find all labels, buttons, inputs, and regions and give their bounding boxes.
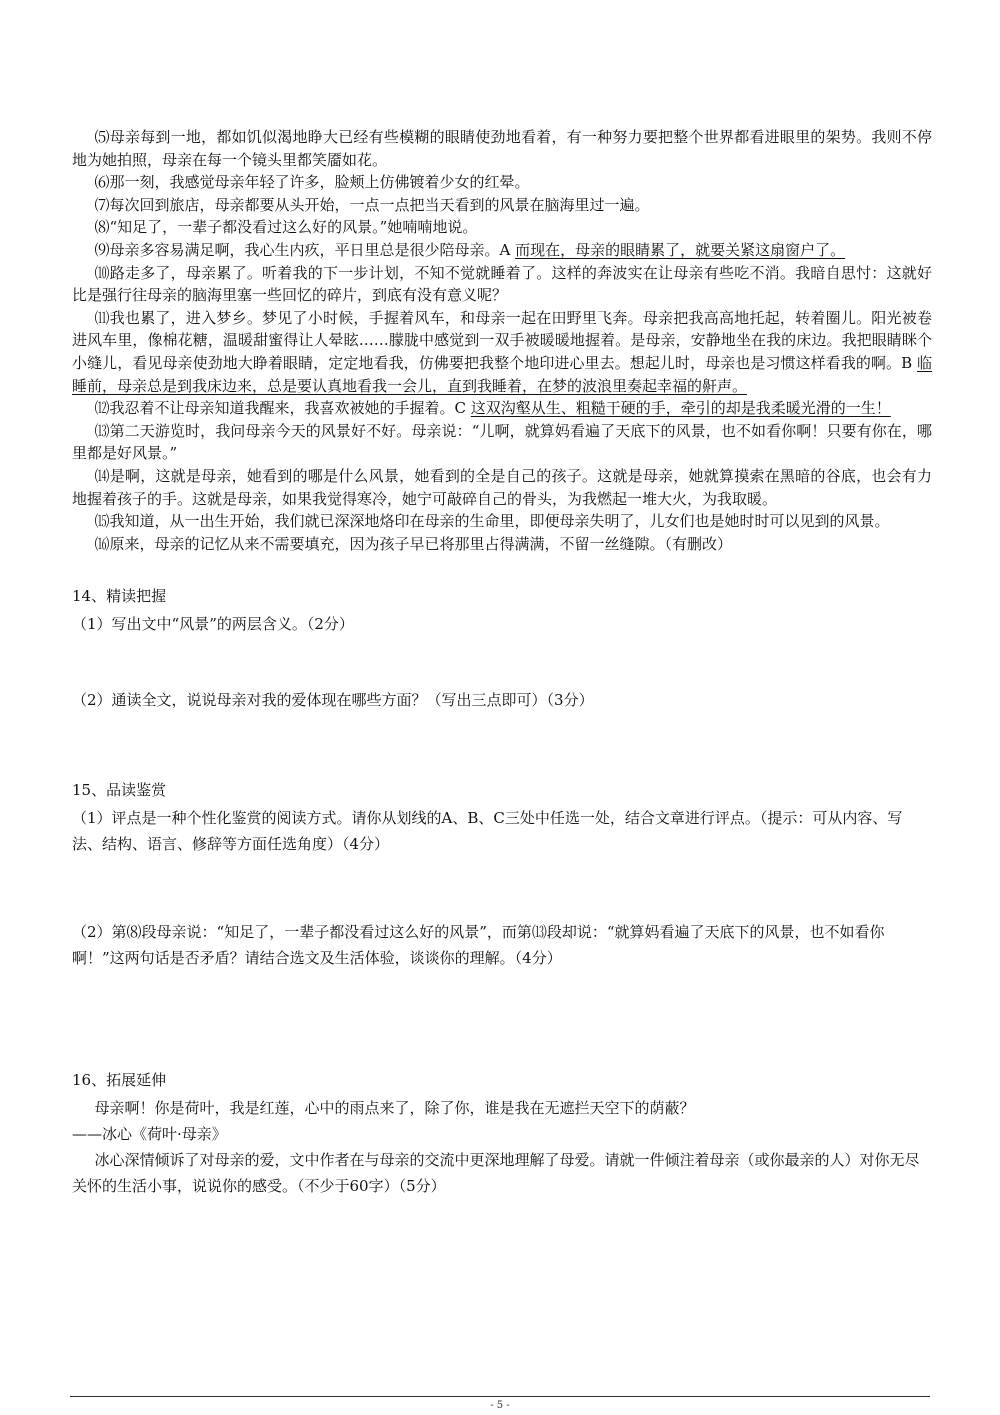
passage-paragraph: [72, 194, 932, 217]
footer-divider: [70, 1396, 930, 1397]
question-16-quote: 母亲啊！你是荷叶，我是红莲，心中的雨点来了，除了你，谁是我在无遮拦天空下的荫蔽？: [94, 1099, 695, 1118]
passage-text: ⒃原来，母亲的记忆从来不需要填充，因为孩子早已将那里占得满满，不留一丝缝隙。（有删改）: [94, 534, 733, 553]
reading-passage: [72, 126, 932, 555]
passage-text: ⑿我忍着不让母亲知道我醒来，我喜欢被她的手握着。C: [94, 399, 471, 418]
passage-paragraph: [72, 216, 932, 239]
question-14: [72, 585, 932, 713]
passage-text: ⑾我也累了，进入梦乡。梦见了小时候，手握着风车，和母亲一起在田野里飞奔。母亲把我高高地托起，转着圈儿。阳光被卷进风车里，像棉花糖，温暖甜蜜得让人晕眩……朦胧中感觉到一双手被暖暖地握着。是母亲，安静地坐在我的床边。我把眼睛眯个小缝儿，看见母亲使劲地大睁着眼睛，定定地看我，仿佛要把我整个地印进心里去。想起儿时，母亲也是习惯这样看我的啊。B: [72, 308, 932, 372]
question-15-item-2: （2）第⑻段母亲说：“知足了，一辈子都没看过这么好的风景”，而第⒀段却说：“就算妈看遍了天底下的风景，也不如看你啊！”这两句话是否矛盾？请结合选文及生活体验，谈谈你的理解。（4分）: [72, 923, 885, 968]
passage-paragraph: [72, 397, 932, 420]
question-15: [72, 779, 932, 971]
passage-text: ⒀第二天游览时，我问母亲今天的风景好不好。母亲说：“儿啊，就算妈看遍了天底下的风景，也不如看你啊！只要有你在，哪里都是好风景。”: [72, 421, 932, 463]
passage-text: ⑻“知足了，一辈子都没看过这么好的风景。”她喃喃地说。: [94, 218, 478, 237]
passage-paragraph: [72, 420, 932, 465]
answer-space: [72, 857, 932, 919]
underlined-sentence: 临睡前，母亲总是到我床边来，总是要认真地看我一会儿，直到我睡着，在梦的波浪里奏起幸福的鼾声。: [72, 353, 932, 395]
passage-paragraph: [72, 126, 932, 171]
question-16-title: 16、拓展延伸: [72, 1071, 167, 1090]
question-14-item-1: （1）写出文中“风景”的两层含义。（2分）: [72, 615, 354, 634]
question-14-item-2: （2）通读全文，说说母亲对我的爱体现在哪些方面？（写出三点即可）（3分）: [72, 691, 594, 710]
passage-text: ⑺每次回到旅店，母亲都要从头开始，一点一点把当天看到的风景在脑海里过一遍。: [94, 195, 650, 214]
passage-paragraph: [72, 533, 932, 556]
question-14-title: 14、精读把握: [72, 587, 167, 606]
question-16-source: ——冰心《荷叶·母亲》: [72, 1125, 227, 1144]
passage-paragraph: [72, 171, 932, 194]
passage-text: ⑼母亲多容易满足啊，我心生内疚，平日里总是很少陪母亲。A: [94, 240, 516, 259]
passage-text: ⑸母亲每到一地，都如饥似渴地睁大已经有些模糊的眼睛使劲地看着，有一种努力要把整个世界都看进眼里的架势。我则不停地为她拍照，母亲在每一个镜头里都笑靥如花。: [72, 128, 932, 169]
passage-paragraph: [72, 307, 932, 397]
passage-text: ⒁是啊，这就是母亲，她看到的哪是什么风景，她看到的全是自己的孩子。这就是母亲，她就算摸索在黑暗的谷底，也会有力地握着孩子的手。这就是母亲，如果我觉得寒冷，她宁可敲碎自己的骨头，为我燃起一堆大火，为我取暖。: [72, 466, 932, 508]
question-15-item-1: （1）评点是一种个性化鉴赏的阅读方式。请你从划线的A、B、C三处中任选一处，结合文章进行评点。（提示：可从内容、写法、结构、语言、修辞等方面任选角度）（4分）: [72, 809, 903, 854]
passage-paragraph: [72, 262, 932, 307]
passage-text: ⑹那一刻，我感觉母亲年轻了许多，脸颊上仿佛镀着少女的红晕。: [94, 173, 530, 192]
passage-paragraph: [72, 239, 932, 262]
passage-paragraph: [72, 465, 932, 510]
passage-text: ⑽路走多了，母亲累了。听着我的下一步计划，不知不觉就睡着了。这样的奔波实在让母亲有些吃不消。我暗自思忖：这就好比是强行往母亲的脑海里塞一些回忆的碎片，到底有没有意义呢？: [72, 263, 932, 305]
underlined-sentence: 而现在，母亲的眼睛累了，就要关紧这扇窗户了。: [515, 240, 846, 259]
question-16-prompt: 冰心深情倾诉了对母亲的爱，文中作者在与母亲的交流中更深地理解了母爱。请就一件倾注着母亲（或你最亲的人）对你无尽关怀的生活小事，说说你的感受。（不少于60字）（5分）: [72, 1151, 920, 1196]
page-number: - 5 -: [490, 1400, 510, 1411]
question-15-title: 15、品读鉴赏: [72, 781, 167, 800]
passage-text: ⒂我知道，从一出生开始，我们就已深深地烙印在母亲的生命里，即便母亲失明了，儿女们也是她时时可以见到的风景。: [94, 512, 890, 531]
question-16: [72, 1069, 932, 1199]
exam-page: [72, 126, 932, 1199]
answer-space: [72, 637, 932, 687]
underlined-sentence: 这双沟壑从生、粗糙干硬的手，牵引的却是我柔暖光滑的一生！: [470, 399, 891, 418]
passage-paragraph: [72, 510, 932, 533]
